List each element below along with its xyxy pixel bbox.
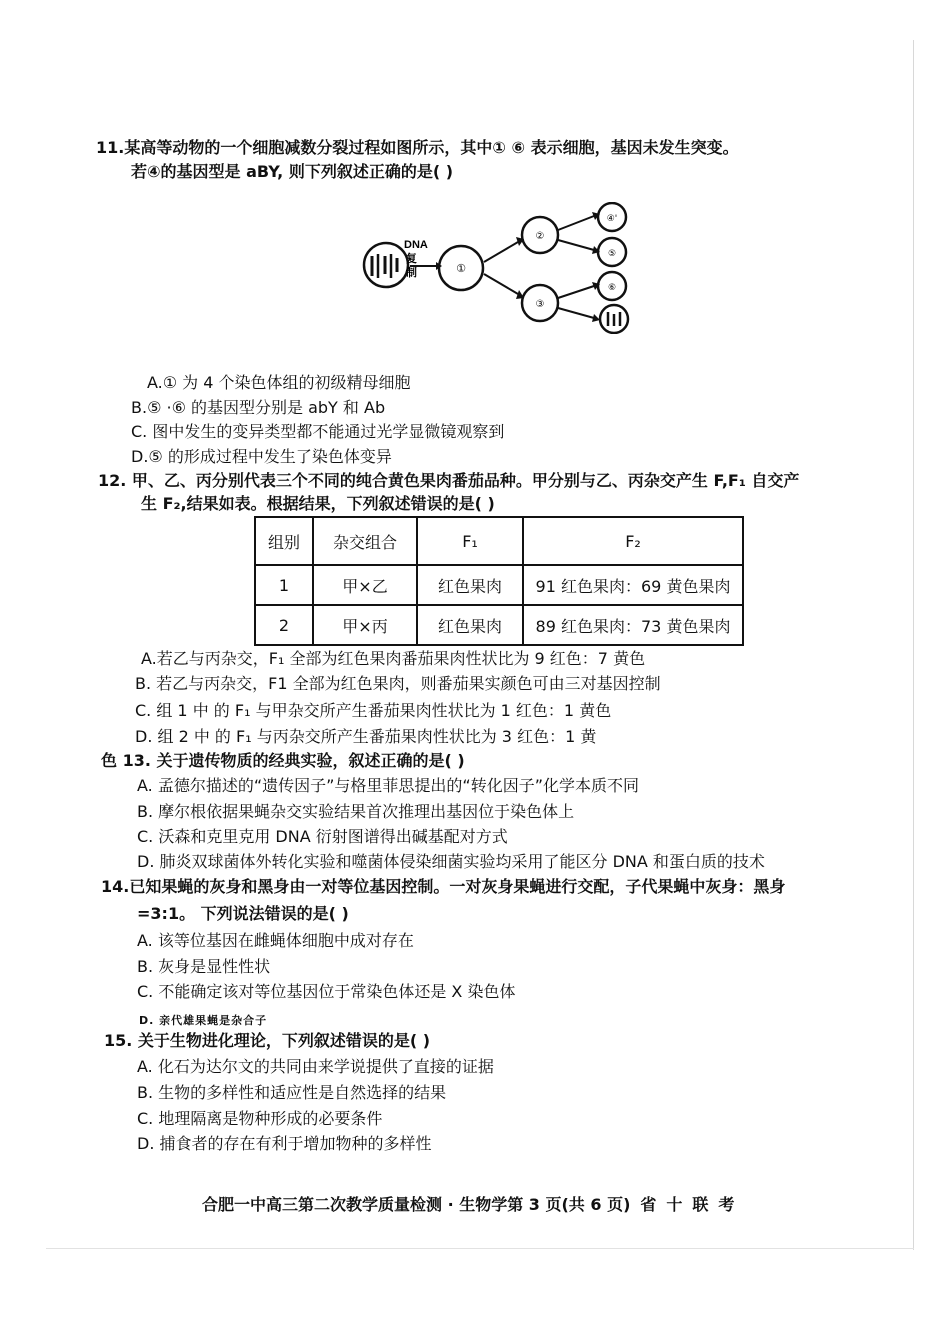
q13-option-a: A. 孟德尔描述的“遗传因子”与格里菲思提出的“转化因子”化学本质不同: [137, 776, 639, 795]
q13-stem: 色 13. 关于遗传物质的经典实验，叙述正确的是( ): [101, 751, 465, 770]
q12-option-a: A.若乙与丙杂交，F₁ 全部为红色果肉番茄果肉性状比为 9 红色：7 黄色: [141, 649, 646, 668]
footer-text: 合肥一中高三第二次教学质量检测 · 生物学第 3 页(共 6 页): [202, 1195, 631, 1214]
dna-label: DNA: [404, 239, 428, 251]
footer-exam-name: 省十联考: [640, 1195, 745, 1214]
q14-stem-line2: =3:1。 下列说法错误的是( ): [137, 904, 349, 923]
q11-option-a: A.① 为 4 个染色体组的初级精母细胞: [147, 373, 411, 392]
q11-stem-line1: 11.某高等动物的一个细胞减数分裂过程如图所示，其中① ⑥ 表示细胞，基因未发生突变。: [96, 138, 739, 157]
table-header-cell: 组别: [255, 517, 313, 565]
table-header-cell: F₂: [523, 517, 743, 565]
q14-option-d: D. 亲代雄果蝇是杂合子: [139, 1014, 268, 1027]
page-footer: [202, 1192, 744, 1215]
copy-label-2: 制: [406, 266, 417, 279]
arrow-1-to-3: [484, 274, 518, 294]
q15-option-b: B. 生物的多样性和适应性是自然选择的结果: [137, 1083, 447, 1102]
arrow-2-to-5: [558, 240, 594, 250]
table-cell: 红色果肉: [417, 605, 523, 645]
q12-stem-line1: 12. 甲、乙、丙分别代表三个不同的纯合黄色果肉番茄品种。甲分别与乙、丙杂交产生 F,F₁ 自交产: [98, 471, 800, 490]
arrow-2-to-4: [558, 216, 594, 230]
table-cell: 红色果肉: [417, 565, 523, 605]
cross-results-table: [254, 516, 744, 646]
arrow-3-to-6: [558, 286, 594, 298]
q12-stem-line2: 生 F₂,结果如表。根据结果，下列叙述错误的是( ): [141, 494, 495, 513]
q12-option-c: C. 组 1 中 的 F₁ 与甲杂交所产生番茄果肉性状比为 1 红色：1 黄色: [135, 701, 612, 720]
cell-5-label: ⑤: [607, 249, 617, 259]
q14-option-c: C. 不能确定该对等位基因位于常染色体还是 X 染色体: [137, 982, 516, 1001]
cell-3-label: ③: [535, 299, 545, 310]
arrow-1-to-2: [484, 242, 518, 262]
q15-option-a: A. 化石为达尔文的共同由来学说提供了直接的证据: [137, 1057, 494, 1076]
table-row: [255, 565, 743, 605]
q14-option-a: A. 该等位基因在雌蝇体细胞中成对存在: [137, 931, 414, 950]
copy-label-1: 复: [406, 252, 417, 265]
table-header-row: [255, 517, 743, 565]
cell-1-label: ①: [456, 262, 466, 275]
q13-option-d: D. 肺炎双球菌体外转化实验和噬菌体侵染细菌实验均采用了能区分 DNA 和蛋白质的技术: [137, 852, 765, 871]
table-cell: 甲×乙: [313, 565, 417, 605]
q13-option-c: C. 沃森和克里克用 DNA 衍射图谱得出碱基配对方式: [137, 827, 508, 846]
cell-4-label: ④': [606, 214, 618, 224]
table-cell: 甲×丙: [313, 605, 417, 645]
q15-option-d: D. 捕食者的存在有利于增加物种的多样性: [137, 1134, 432, 1153]
page-right-edge: [913, 40, 914, 1250]
table-cell: 2: [255, 605, 313, 645]
table-cell: 1: [255, 565, 313, 605]
q13-option-b: B. 摩尔根依据果蝇杂交实验结果首次推理出基因位于染色体上: [137, 802, 575, 821]
q11-option-d: D.⑤ 的形成过程中发生了染色体变异: [131, 447, 392, 466]
cell-7: [600, 305, 628, 333]
table-header-cell: 杂交组合: [313, 517, 417, 565]
q12-option-b: B. 若乙与丙杂交，F1 全部为红色果肉，则番茄果实颜色可由三对基因控制: [135, 674, 661, 693]
q15-stem: 15. 关于生物进化理论，下列叙述错误的是( ): [104, 1031, 431, 1050]
table-cell: 91 红色果肉：69 黄色果肉: [523, 565, 743, 605]
table-header-cell: F₁: [417, 517, 523, 565]
page-bottom-edge: [46, 1248, 914, 1249]
arrow-3-to-7: [558, 308, 594, 318]
cell-6-label: ⑥: [607, 283, 617, 293]
cell-2-label: ②: [535, 231, 545, 242]
meiosis-diagram: [358, 202, 638, 334]
table-cell: 89 红色果肉：73 黄色果肉: [523, 605, 743, 645]
original-cell: [364, 243, 408, 287]
q12-option-d: D. 组 2 中 的 F₁ 与丙杂交所产生番茄果肉性状比为 3 红色：1 黄: [135, 727, 597, 746]
q11-stem-line2: 若④的基因型是 aBY, 则下列叙述正确的是( ): [131, 162, 454, 181]
q14-option-b: B. 灰身是显性性状: [137, 957, 271, 976]
table-row: [255, 605, 743, 645]
q11-option-b: B.⑤ ·⑥ 的基因型分别是 abY 和 Ab: [131, 398, 386, 417]
q14-stem-line1: 14.已知果蝇的灰身和黑身由一对等位基因控制。一对灰身果蝇进行交配，子代果蝇中灰身：黑身: [101, 877, 786, 896]
q15-option-c: C. 地理隔离是物种形成的必要条件: [137, 1109, 383, 1128]
q11-option-c: C. 图中发生的变异类型都不能通过光学显微镜观察到: [131, 422, 505, 441]
